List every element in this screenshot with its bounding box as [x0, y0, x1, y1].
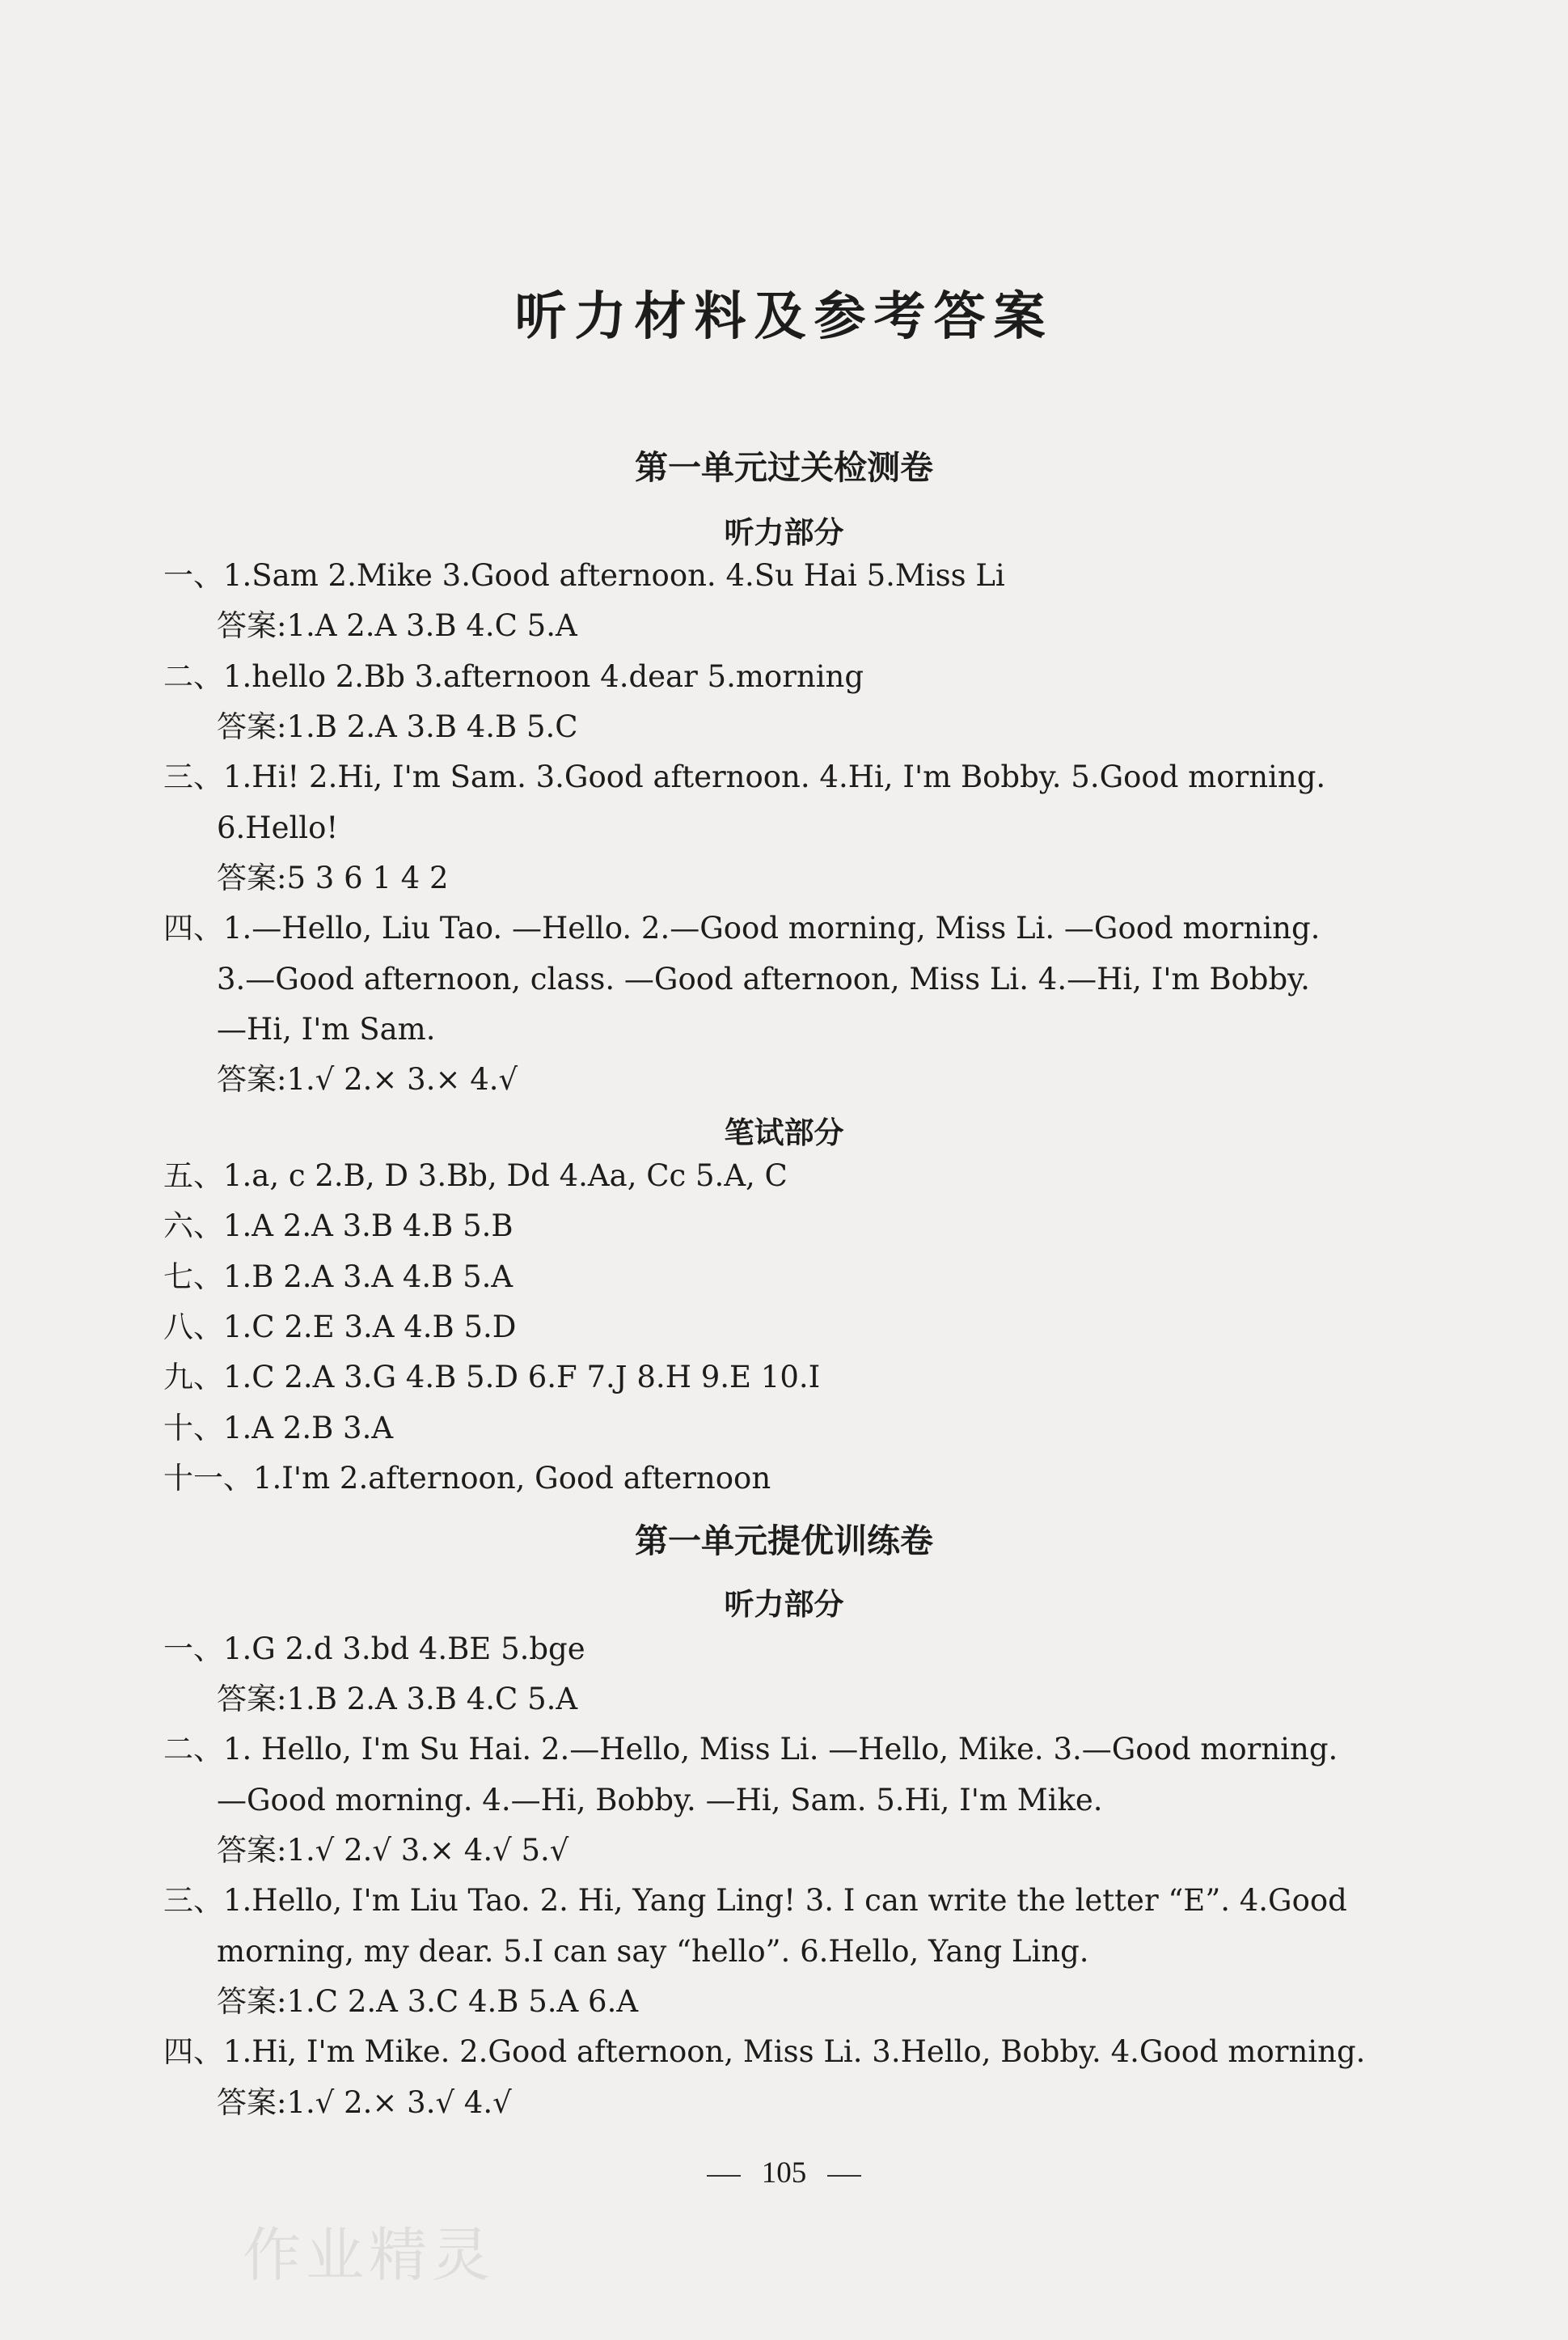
section1-heading: 第一单元过关检测卷 [635, 448, 933, 487]
s1-q9: 九、1.C 2.A 3.G 4.B 5.D 6.F 7.J 8.H 9.E 10.I [163, 1360, 821, 1394]
s1-a1: 答案:1.A 2.A 3.B 4.C 5.A [217, 608, 577, 643]
page-number-dash-left [707, 2175, 741, 2177]
section1-writing-heading: 笔试部分 [724, 1115, 844, 1150]
watermark: 作业精灵 [243, 2221, 496, 2289]
section1-listening-heading: 听力部分 [724, 515, 844, 550]
s2-q2: 二、1. Hello, I'm Su Hai. 2.—Hello, Miss Li. —Hello, Mike. 3.—Good morning. [163, 1732, 1338, 1767]
s1-q4b: 3.—Good afternoon, class. —Good afternoon, Miss Li. 4.—Hi, I'm Bobby. [217, 962, 1310, 997]
s1-q4c: —Hi, I'm Sam. [217, 1012, 436, 1047]
s2-q2b: —Good morning. 4.—Hi, Bobby. —Hi, Sam. 5.Hi, I'm Mike. [217, 1783, 1103, 1817]
s1-q2: 二、1.hello 2.Bb 3.afternoon 4.dear 5.morning [163, 659, 864, 694]
s2-a4: 答案:1.√ 2.× 3.√ 4.√ [217, 2085, 512, 2120]
section2-listening-heading: 听力部分 [724, 1587, 844, 1622]
page-number [0, 2156, 1568, 2190]
section2-heading: 第一单元提优训练卷 [635, 1521, 933, 1560]
s2-a3: 答案:1.C 2.A 3.C 4.B 5.A 6.A [217, 1984, 639, 2019]
s2-q1: 一、1.G 2.d 3.bd 4.BE 5.bge [163, 1631, 585, 1666]
s1-a4: 答案:1.√ 2.× 3.× 4.√ [217, 1062, 518, 1097]
page-number-dash-right [827, 2175, 861, 2177]
s2-a1: 答案:1.B 2.A 3.B 4.C 5.A [217, 1682, 578, 1716]
page-number-value: 105 [761, 2156, 807, 2190]
s1-a3: 答案:5 3 6 1 4 2 [217, 861, 449, 895]
s2-a2: 答案:1.√ 2.√ 3.× 4.√ 5.√ [217, 1833, 569, 1868]
s1-q5: 五、1.a, c 2.B, D 3.Bb, Dd 4.Aa, Cc 5.A, C [163, 1158, 788, 1193]
s2-q3b: morning, my dear. 5.I can say “hello”. 6.Hello, Yang Ling. [217, 1934, 1089, 1969]
s1-q10: 十、1.A 2.B 3.A [163, 1411, 394, 1445]
s2-q4: 四、1.Hi, I'm Mike. 2.Good afternoon, Miss Li. 3.Hello, Bobby. 4.Good morning. [163, 2034, 1366, 2069]
s1-q4: 四、1.—Hello, Liu Tao. —Hello. 2.—Good morning, Miss Li. —Good morning. [163, 911, 1321, 946]
s2-q3: 三、1.Hello, I'm Liu Tao. 2. Hi, Yang Ling! 3. I can write the letter “E”. 4.Good [163, 1883, 1347, 1918]
page-title: 听力材料及参考答案 [514, 286, 1054, 347]
s1-q11: 十一、1.I'm 2.afternoon, Good afternoon [163, 1461, 771, 1496]
s1-q6: 六、1.A 2.A 3.B 4.B 5.B [163, 1208, 514, 1243]
s1-q3: 三、1.Hi! 2.Hi, I'm Sam. 3.Good afternoon. 4.Hi, I'm Bobby. 5.Good morning. [163, 760, 1326, 794]
s1-q1: 一、1.Sam 2.Mike 3.Good afternoon. 4.Su Hai 5.Miss Li [163, 558, 1005, 593]
s1-q8: 八、1.C 2.E 3.A 4.B 5.D [163, 1310, 517, 1344]
s1-q7: 七、1.B 2.A 3.A 4.B 5.A [163, 1259, 514, 1294]
s1-a2: 答案:1.B 2.A 3.B 4.B 5.C [217, 709, 578, 744]
s1-q3b: 6.Hello! [217, 810, 339, 845]
